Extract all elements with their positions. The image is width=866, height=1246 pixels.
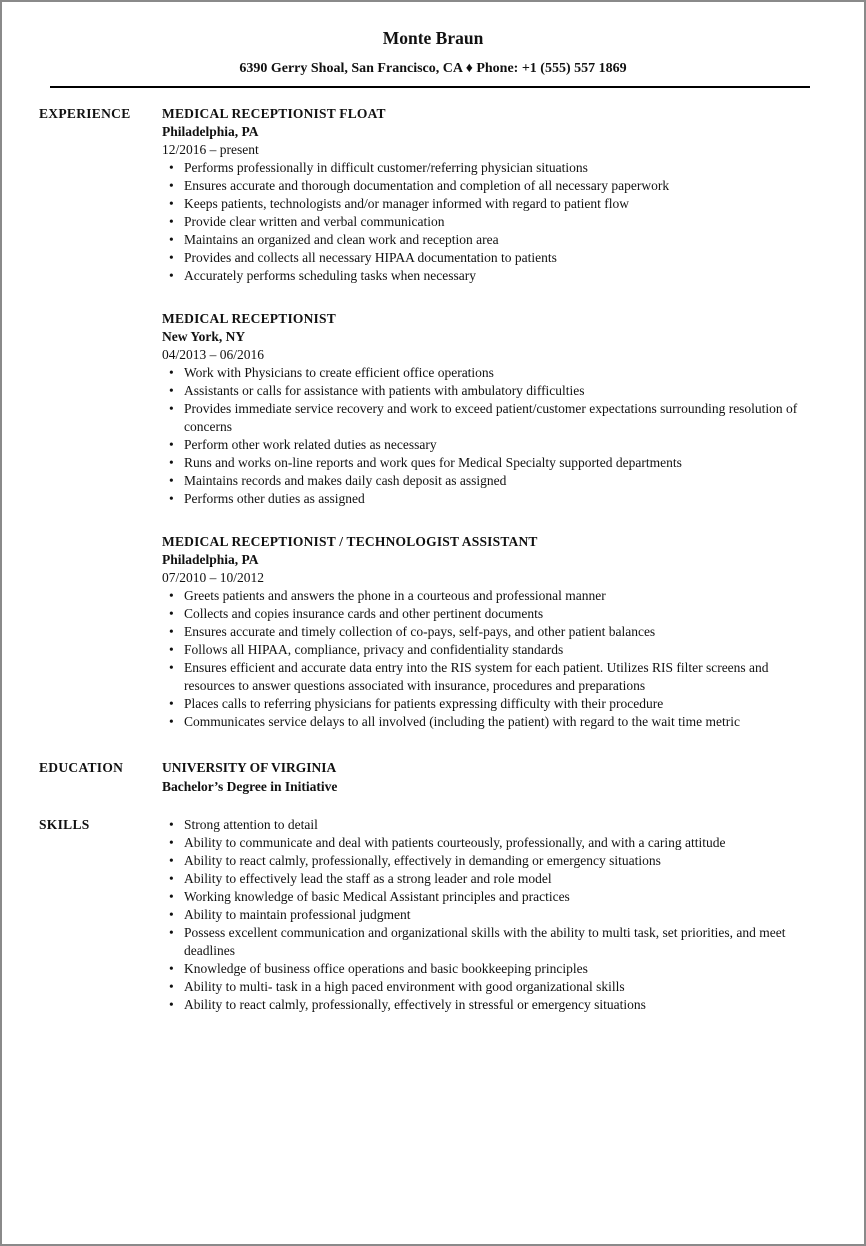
skill-item: • Working knowledge of basic Medical Assistant principles and practices	[162, 888, 816, 906]
skills-list	[162, 816, 816, 1014]
skills-section-label: SKILLS	[39, 817, 90, 832]
skill-item: • Possess excellent communication and organizational skills with the ability to multi task, set priorities, and meet deadlines	[162, 924, 816, 960]
job-bullet: • Maintains an organized and clean work and reception area	[162, 231, 816, 249]
job-bullet-list	[162, 364, 816, 508]
job-bullet: • Perform other work related duties as necessary	[162, 436, 816, 454]
skill-item: • Ability to effectively lead the staff as a strong leader and role model	[162, 870, 816, 888]
experience-section	[2, 105, 864, 731]
job-title: MEDICAL RECEPTIONIST FLOAT	[162, 106, 386, 121]
skills-section-content	[162, 816, 864, 1014]
experience-section-content	[162, 105, 864, 731]
contact-line: 6390 Gerry Shoal, San Francisco, CA ♦ Phone: +1 (555) 557 1869	[239, 61, 627, 76]
job-bullet: • Places calls to referring physicians for patients expressing difficulty with their procedure	[162, 695, 816, 713]
job-bullet: • Runs and works on-line reports and work ques for Medical Specialty supported departments	[162, 454, 816, 472]
job-bullet: • Communicates service delays to all involved (including the patient) with regard to the wait time metric	[162, 713, 816, 731]
job-bullet: • Ensures accurate and thorough documentation and completion of all necessary paperwork	[162, 177, 816, 195]
skills-section	[2, 816, 864, 1014]
skill-item: • Ability to react calmly, professionally, effectively in demanding or emergency situations	[162, 852, 816, 870]
job-bullet: • Follows all HIPAA, compliance, privacy and confidentiality standards	[162, 641, 816, 659]
job-bullet: • Ensures efficient and accurate data entry into the RIS system for each patient. Utilizes RIS filter screens and resources to answer questions associated with insurance, procedures and preparations	[162, 659, 816, 695]
job-bullet: • Provides immediate service recovery and work to exceed patient/customer expectations surrounding resolution of concerns	[162, 400, 816, 436]
education-section-content	[162, 759, 864, 797]
job-dates: 04/2013 – 06/2016	[162, 347, 265, 362]
job-bullet: • Work with Physicians to create efficient office operations	[162, 364, 816, 382]
job-bullet: • Accurately performs scheduling tasks when necessary	[162, 267, 816, 285]
education-school: UNIVERSITY OF VIRGINIA	[162, 760, 337, 775]
experience-section-label: EXPERIENCE	[39, 106, 131, 121]
job-bullet: • Provides and collects all necessary HIPAA documentation to patients	[162, 249, 816, 267]
skill-item: • Knowledge of business office operations and basic bookkeeping principles	[162, 960, 816, 978]
job-location: Philadelphia, PA	[162, 552, 259, 567]
job-bullet: • Performs professionally in difficult customer/referring physician situations	[162, 159, 816, 177]
job-bullet-list	[162, 587, 816, 731]
job-bullet-list	[162, 159, 816, 285]
job-bullet: • Ensures accurate and timely collection of co-pays, self-pays, and other patient balances	[162, 623, 816, 641]
skill-item: • Strong attention to detail	[162, 816, 816, 834]
education-degree: Bachelor’s Degree in Initiative	[162, 779, 338, 794]
skill-item: • Ability to react calmly, professionally, effectively in stressful or emergency situations	[162, 996, 816, 1014]
job-bullet: • Keeps patients, technologists and/or manager informed with regard to patient flow	[162, 195, 816, 213]
job-bullet: • Greets patients and answers the phone in a courteous and professional manner	[162, 587, 816, 605]
header-divider	[50, 86, 810, 88]
job-bullet: • Collects and copies insurance cards and other pertinent documents	[162, 605, 816, 623]
job-entry	[162, 105, 816, 285]
job-location: New York, NY	[162, 329, 246, 344]
education-section	[2, 759, 864, 797]
job-bullet: • Provide clear written and verbal communication	[162, 213, 816, 231]
candidate-name: Monte Braun	[382, 28, 484, 48]
job-dates: 07/2010 – 10/2012	[162, 570, 265, 585]
job-dates: 12/2016 – present	[162, 142, 259, 157]
job-title: MEDICAL RECEPTIONIST / TECHNOLOGIST ASSISTANT	[162, 534, 538, 549]
skill-item: • Ability to multi- task in a high paced environment with good organizational skills	[162, 978, 816, 996]
job-location: Philadelphia, PA	[162, 124, 259, 139]
job-bullet: • Assistants or calls for assistance with patients with ambulatory difficulties	[162, 382, 816, 400]
skill-item: • Ability to communicate and deal with patients courteously, professionally, and with a caring attitude	[162, 834, 816, 852]
job-entry	[162, 533, 816, 731]
education-section-label: EDUCATION	[39, 760, 124, 775]
job-title: MEDICAL RECEPTIONIST	[162, 311, 336, 326]
skill-item: • Ability to maintain professional judgment	[162, 906, 816, 924]
job-entry	[162, 310, 816, 508]
job-bullet: • Maintains records and makes daily cash deposit as assigned	[162, 472, 816, 490]
job-bullet: • Performs other duties as assigned	[162, 490, 816, 508]
